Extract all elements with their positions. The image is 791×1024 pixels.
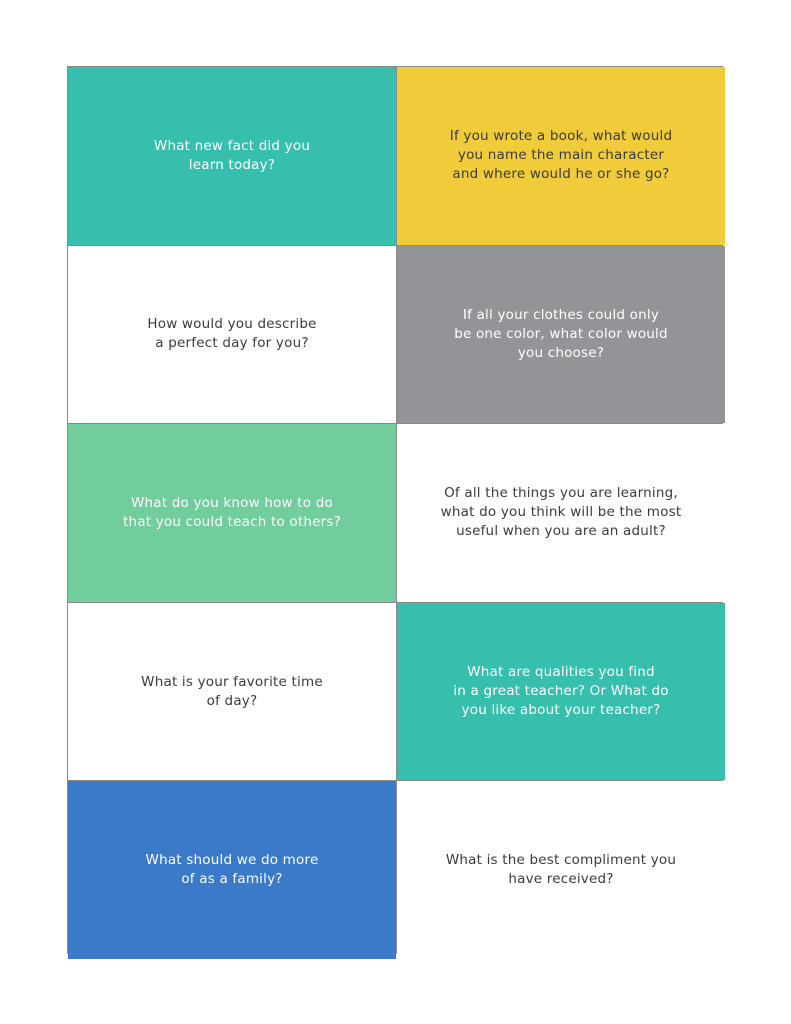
question-text-3: How would you describe a perfect day for you? [147,316,317,352]
question-card-10 [397,781,725,959]
question-text-4: If all your clothes could only be one color, what color would you choose? [454,306,668,361]
question-card-9 [68,781,396,959]
question-text-1: What new fact did you learn today? [153,137,311,173]
question-card-1 [68,67,396,245]
question-card-3 [68,246,396,424]
question-card-4 [397,246,725,424]
question-card-5 [68,424,396,602]
question-text-10: What is the best compliment you have received? [445,852,677,888]
question-card-2 [397,67,725,245]
question-text-9: What should we do more of as a family? [145,852,319,888]
question-text-8: What are qualities you find in a great teacher? Or What do you like about your teacher? [453,664,669,719]
question-card-7 [68,603,396,781]
question-card-sheet [67,66,723,954]
question-card-8 [397,603,725,781]
question-text-7: What is your favorite time of day? [141,673,323,709]
question-text-6: Of all the things you are learning, what do you think will be the most useful when you are an adult? [440,485,682,540]
question-text-2: If you wrote a book, what would you name the main character and where would he or she go? [449,128,673,183]
question-text-5: What do you know how to do that you could teach to others? [122,494,341,530]
question-card-6 [397,424,725,602]
